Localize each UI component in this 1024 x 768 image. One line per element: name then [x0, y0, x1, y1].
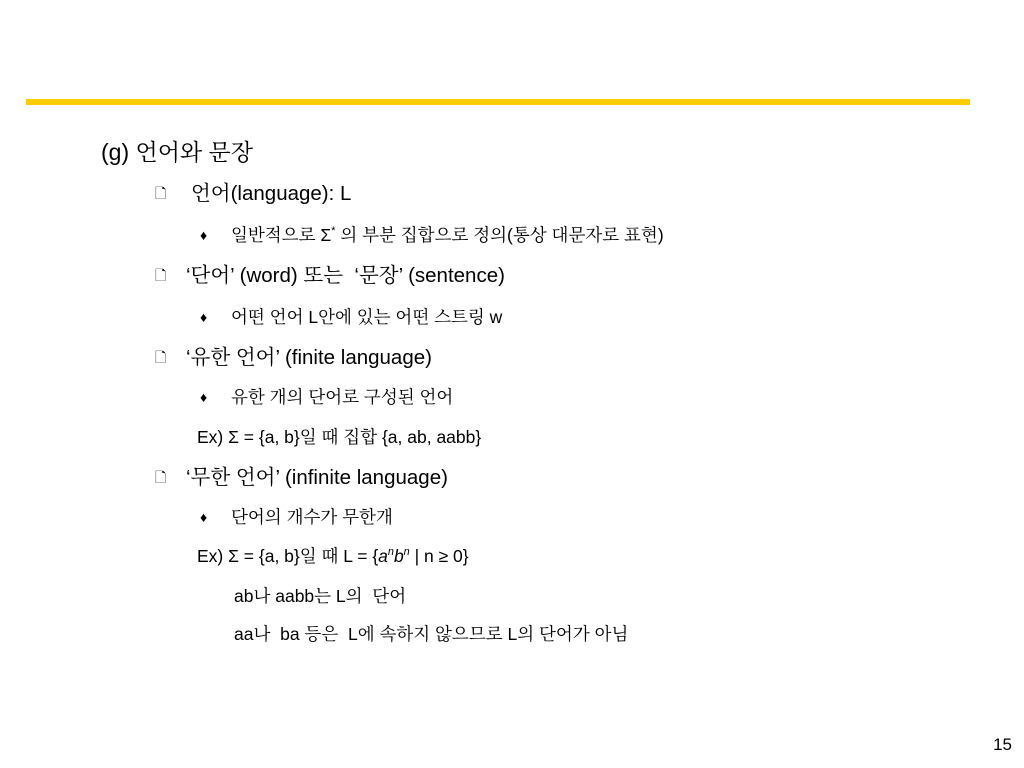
item-text: 일반적으로 Σ* 의 부분 집합으로 정의(통상 대문자로 표현) — [231, 225, 664, 245]
diamond-icon: ♦ — [200, 509, 208, 525]
item-title: ‘단어’ (word) 또는 ‘문장’ (sentence) — [186, 264, 505, 287]
note-text: aa나 ba 등은 L에 속하지 않으므로 L의 단어가 아님 — [234, 624, 629, 644]
header-rule — [26, 99, 970, 105]
page-number: 15 — [993, 735, 1012, 754]
item-title: ‘유한 언어’ (finite language) — [186, 346, 432, 369]
superscript: * — [331, 225, 336, 238]
item-text: 어떤 언어 L안에 있는 어떤 스트링 w — [231, 307, 503, 327]
item-text: 유한 개의 단어로 구성된 언어 — [231, 387, 454, 407]
item-title: 언어(language): L — [191, 182, 352, 205]
page-icon: 🗋 — [155, 469, 167, 485]
diamond-icon: ♦ — [200, 389, 208, 405]
section-heading: (g) 언어와 문장 — [101, 139, 253, 165]
note-text: ab나 aabb는 L의 단어 — [234, 586, 407, 606]
page-icon: 🗋 — [155, 349, 167, 365]
item-text: 단어의 개수가 무한개 — [231, 507, 393, 527]
example-text: Ex) Σ = {a, b}일 때 집합 {a, ab, aabb} — [197, 427, 482, 447]
diamond-icon: ♦ — [200, 227, 208, 243]
page-icon: 🗋 — [155, 267, 167, 283]
item-title: ‘무한 언어’ (infinite language) — [186, 466, 448, 489]
page-icon: 🗋 — [155, 185, 167, 201]
diamond-icon: ♦ — [200, 309, 208, 325]
example-text: Ex) Σ = {a, b}일 때 $L = \{a^nb^n$ | n ≥ 0} — [197, 546, 469, 566]
